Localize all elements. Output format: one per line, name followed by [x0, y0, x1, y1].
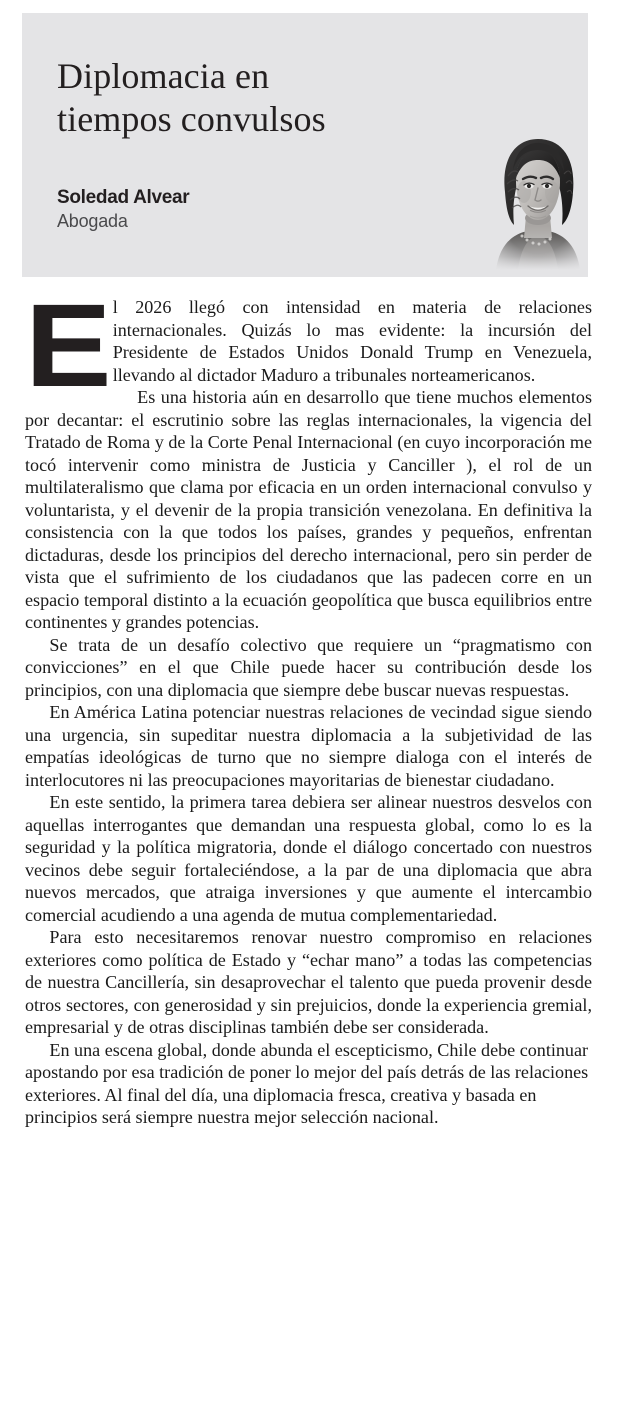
- article-body: [25, 280, 592, 1129]
- paragraph-1: [25, 280, 592, 412]
- byline: [57, 187, 387, 232]
- headline-line-1: Diplomacia en: [57, 56, 270, 97]
- paragraph-4: En América Latina potenciar nuestras relaciones de vecindad sigue siendo una urgencia, sin supeditar nuestra diplomacia a la subjetividad de las empatías ideológicas de turno que no siempre dialoga con el interés de interlocutores ni las preocupaciones mayoritarias de bienestar ciudadano.: [25, 702, 592, 790]
- drop-cap: E: [25, 280, 112, 412]
- author-name: Soledad Alvear: [57, 187, 190, 208]
- headline-line-2: tiempos convulsos: [57, 99, 326, 140]
- paragraph-5: En este sentido, la primera tarea debiera ser alinear nuestros desvelos con aquellas interrogantes que demandan una respuesta global, como lo es la seguridad y la política migratoria, donde el diálogo concertado con nuestros vecinos debe seguir fortaleciéndose, a la par de una diplomacia que abra nuevos mercados, que atraiga inversiones y que aumente el intercambio comercial acudiendo a una agenda de mutua complementariedad.: [25, 792, 592, 925]
- paragraph-2: Es una historia aún en desarrollo que tiene muchos elementos por decantar: el escrutinio sobre las reglas internacionales, la vigencia del Tratado de Roma y de la Corte Penal Internacional (en cuyo incorporación me tocó intervenir como ministra de Justicia y Canciller ), el rol de un multilateralismo que clama por eficacia en un orden internacional convulso y voluntarista, y el devenir de la propia transición venezolana. En definitiva la consistencia con la que todos los países, grandes y pequeños, enfrentan dictaduras, desde los principios del derecho internacional, pero sin perder de vista que el sufrimiento de los ciudadanos que las padecen corre en un espacio temporal distinto a la ecuación geopolítica que busca equilibrios entre continentes y grandes potencias.: [25, 387, 592, 632]
- paragraph-6: Para esto necesitaremos renovar nuestro compromiso en relaciones exteriores como política de Estado y “echar mano” a todas las competencias de nuestra Cancillería, sin desaprovechar el talento que pueda provenir desde otros sectores, con generosidad y sin prejuicios, donde la experiencia gremial, empresarial y de otras disciplinas también debe ser considerada.: [25, 927, 592, 1037]
- author-portrait-photo: [488, 130, 588, 270]
- paragraph-3: Se trata de un desafío colectivo que requiere un “pragmatismo con convicciones” en el que Chile puede hacer su contribución desde los principios, con una diplomacia que siempre debe buscar nuevas respuestas.: [25, 634, 592, 700]
- article-header-band: [22, 13, 588, 277]
- paragraph-7: En una escena global, donde abunda el escepticismo, Chile debe continuar apostando por esa tradición de poner lo mejor del país detrás de las relaciones exteriores. Al final del día, una diplomacia fresca, creativa y basada en principios será siempre nuestra mejor selección nacional.: [25, 1039, 589, 1127]
- paragraph-1-text: l 2026 llegó con intensidad en materia de relaciones internacionales. Quizás lo mas evidente: la incursión del Presidente de Estados Unidos Donald Trump en Venezuela, llevando al dictador Maduro a tribunales norteamericanos.: [112, 297, 592, 385]
- page-title: [57, 55, 457, 141]
- author-role: Abogada: [57, 211, 128, 231]
